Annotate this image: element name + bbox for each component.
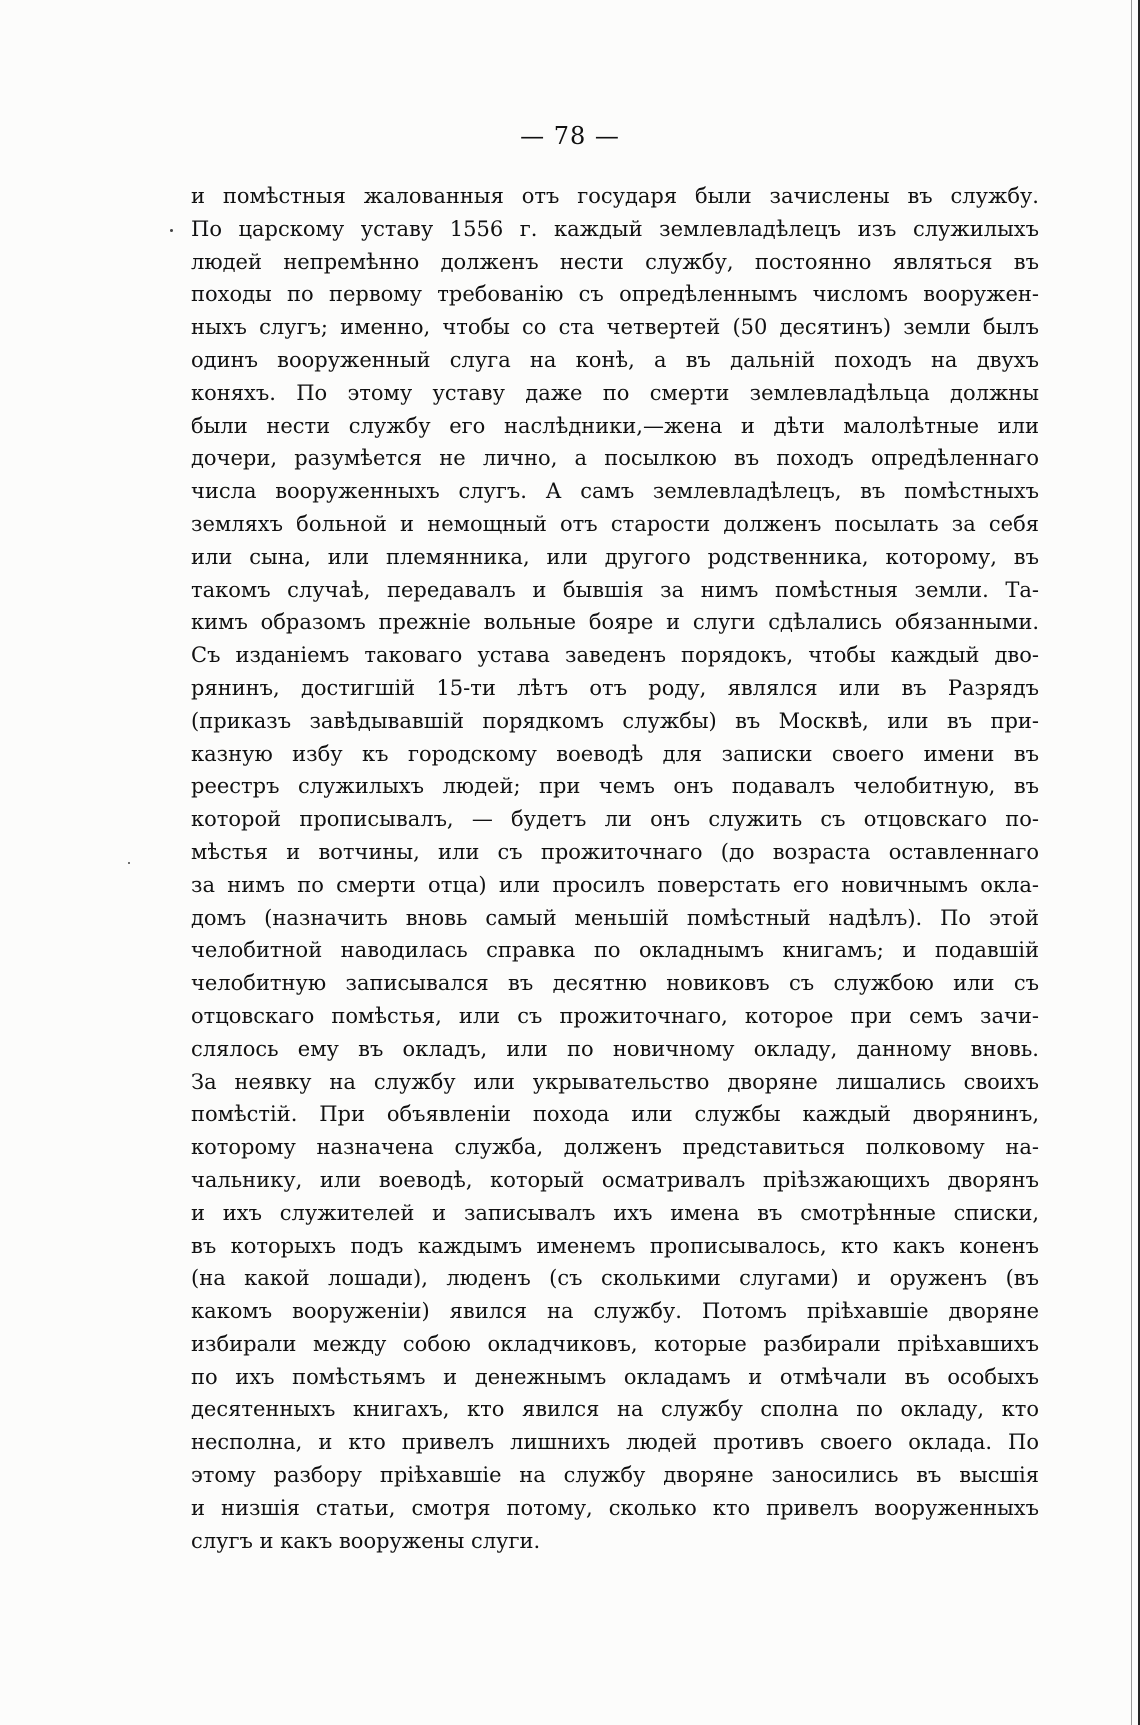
- text-line: дочери, разумѣется не лично, а посылкою въ походъ опредѣленнаго: [191, 446, 1039, 471]
- text-line: по ихъ помѣстьямъ и денежнымъ окладамъ и отмѣчали въ особыхъ: [191, 1364, 1039, 1389]
- text-line: слугъ и какъ вооружены слуги.: [191, 1528, 541, 1553]
- text-line: или сына, или племянника, или другого родственника, которому, въ: [191, 544, 1039, 569]
- text-line: походы по первому требованію съ опредѣленнымъ числомъ вооружен-: [191, 282, 1039, 307]
- text-line: земляхъ больной и немощный отъ старости долженъ посылать за себя: [191, 511, 1039, 536]
- scan-speck: [128, 862, 130, 864]
- text-line: домъ (назначить вновь самый меньшій помѣстный надѣлъ). По этой: [191, 905, 1039, 930]
- text-line: ныхъ слугъ; именно, чтобы со ста четвертей (50 десятинъ) земли былъ: [191, 315, 1039, 340]
- text-line: казную избу къ городскому воеводѣ для записки своего имени въ: [191, 741, 1039, 766]
- text-line: были нести службу его наслѣдники,—жена и дѣти малолѣтные или: [191, 413, 1039, 438]
- page-number: — 78 —: [520, 122, 620, 150]
- text-line: челобитную записывался въ десятню новиковъ съ службою или съ: [191, 971, 1039, 996]
- text-line: какомъ вооруженіи) явился на службу. Потомъ пріѣхавшіе дворяне: [191, 1299, 1039, 1324]
- text-line: челобитной наводилась справка по окладнымъ книгамъ; и подавшій: [191, 938, 1039, 963]
- text-line: и низшія статьи, смотря потому, сколько кто привелъ вооруженныхъ: [191, 1495, 1039, 1520]
- text-line: чальнику, или воеводѣ, который осматривалъ пріѣзжающихъ дворянъ: [191, 1167, 1039, 1192]
- body-text: [191, 180, 1039, 1557]
- text-line: одинъ вооруженный слуга на конѣ, а въ дальній походъ на двухъ: [191, 347, 1039, 372]
- text-line: которому назначена служба, долженъ представиться полковому на-: [191, 1135, 1039, 1160]
- text-line: несполна, и кто привелъ лишнихъ людей противъ своего оклада. По: [191, 1430, 1039, 1455]
- text-line: десятенныхъ книгахъ, кто явился на службу сполна по окладу, кто: [191, 1397, 1039, 1422]
- text-line: (на какой лошади), люденъ (съ сколькими слугами) и оруженъ (въ: [191, 1266, 1039, 1291]
- text-line: числа вооруженныхъ слугъ. А самъ землевладѣлецъ, въ помѣстныхъ: [191, 479, 1039, 504]
- text-line: По царскому уставу 1556 г. каждый землевладѣлецъ изъ служилыхъ: [191, 216, 1039, 241]
- text-line: кимъ образомъ прежніе вольные бояре и слуги сдѣлались обязанными.: [191, 610, 1039, 635]
- text-line: коняхъ. По этому уставу даже по смерти землевладѣльца должны: [191, 380, 1039, 405]
- text-line: людей непремѣнно долженъ нести службу, постоянно являться въ: [191, 249, 1039, 274]
- text-line: Съ изданіемъ таковаго устава заведенъ порядокъ, чтобы каждый дво-: [191, 643, 1039, 668]
- text-line: За неявку на службу или укрывательство дворяне лишались своихъ: [191, 1069, 1039, 1094]
- text-line: (приказъ завѣдывавшій порядкомъ службы) въ Москвѣ, или въ при-: [191, 708, 1039, 733]
- text-line: рянинъ, достигшій 15-ти лѣтъ отъ роду, являлся или въ Разрядъ: [191, 675, 1039, 700]
- text-line: избирали между собою окладчиковъ, которые разбирали пріѣхавшихъ: [191, 1331, 1039, 1356]
- text-line: и помѣстныя жалованныя отъ государя были зачислены въ службу.: [191, 184, 1039, 208]
- text-line: которой прописывалъ, — будетъ ли онъ служить съ отцовскаго по-: [191, 807, 1039, 832]
- text-line: въ которыхъ подъ каждымъ именемъ прописывалось, кто какъ коненъ: [191, 1233, 1039, 1258]
- text-line: такомъ случаѣ, передавалъ и бывшія за нимъ помѣстныя земли. Та-: [191, 577, 1039, 602]
- text-line: помѣстій. При объявленіи похода или службы каждый дворянинъ,: [191, 1102, 1039, 1127]
- text-line: реестръ служилыхъ людей; при чемъ онъ подавалъ челобитную, въ: [191, 774, 1039, 799]
- text-line: за нимъ по смерти отца) или просилъ поверстать его новичнымъ окла-: [191, 872, 1039, 897]
- text-line: этому разбору пріѣхавшіе на службу дворяне заносились въ высшія: [191, 1463, 1039, 1488]
- text-line: мѣстья и вотчины, или съ прожиточнаго (до возраста оставленнаго: [191, 839, 1039, 864]
- page-edge-shadow: [1131, 0, 1132, 1725]
- text-line: и ихъ служителей и записывалъ ихъ имена въ смотрѣнные списки,: [191, 1200, 1039, 1225]
- text-line: отцовскаго помѣстья, или съ прожиточнаго, которое при семъ зачи-: [191, 1003, 1039, 1028]
- text-line: слялось ему въ окладъ, или по новичному окладу, данному вновь.: [191, 1036, 1039, 1061]
- scan-speck: [170, 229, 173, 232]
